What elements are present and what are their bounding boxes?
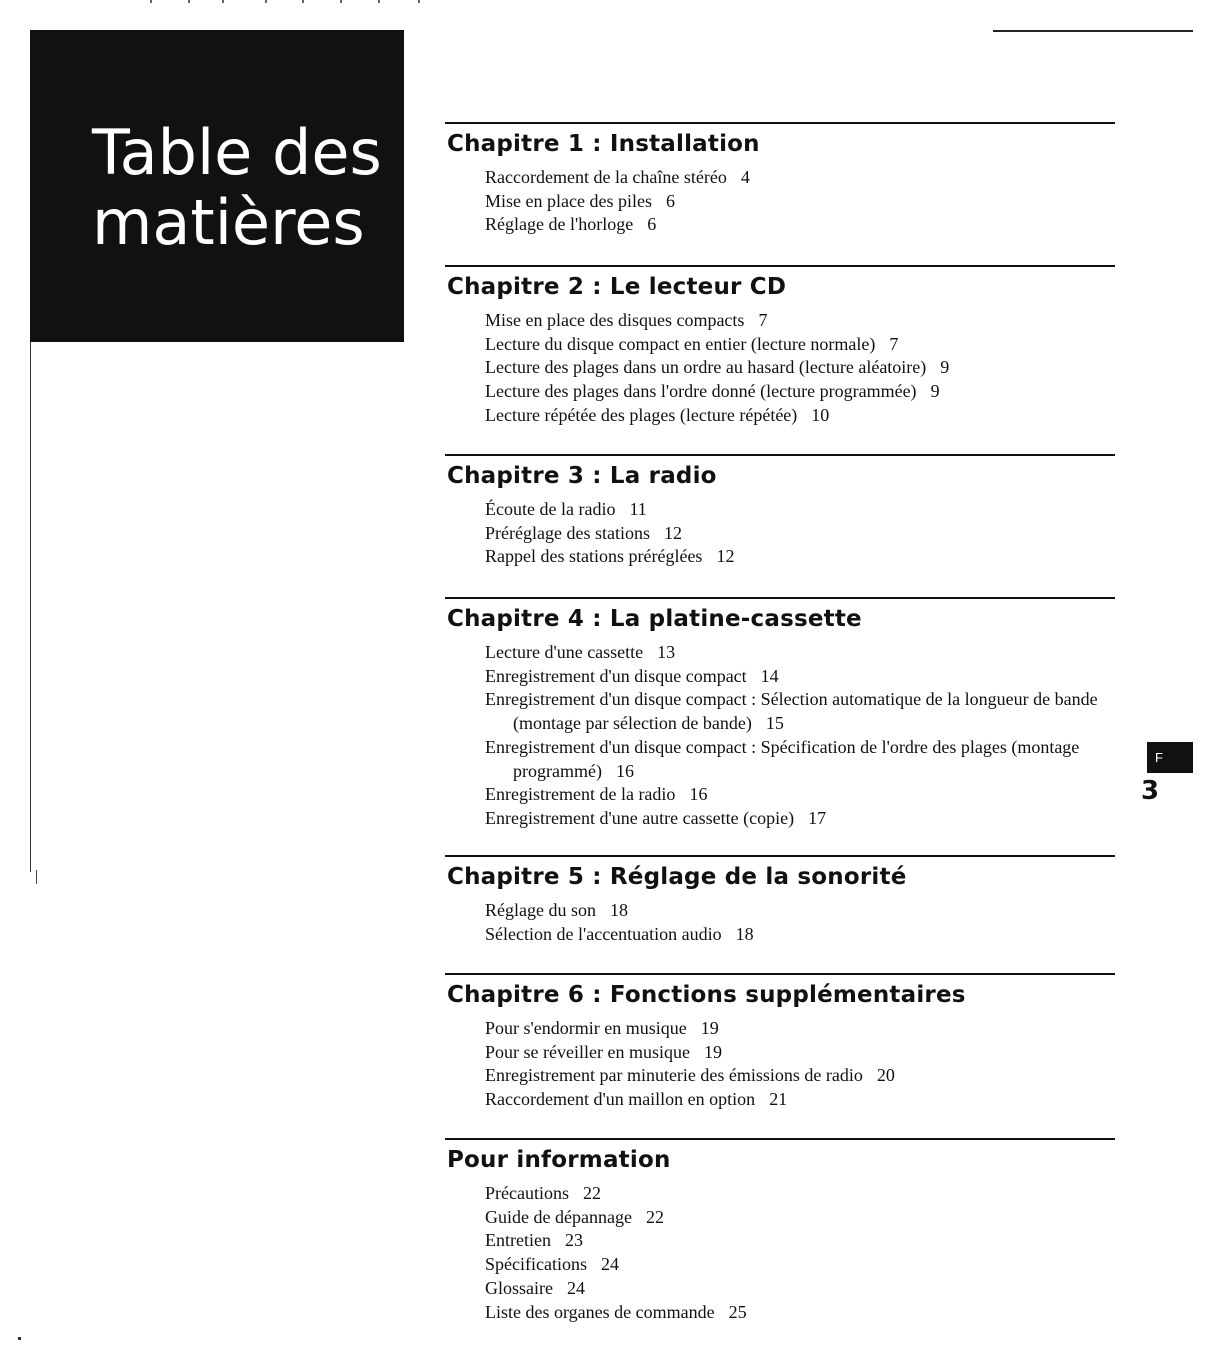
page-number: 16 bbox=[689, 784, 708, 805]
page-number: 25 bbox=[728, 1301, 747, 1322]
page-number: 17 bbox=[808, 807, 827, 828]
toc-entry[interactable]: Mise en place des disques compacts 7 bbox=[485, 310, 768, 330]
section-rule bbox=[445, 855, 1115, 857]
page-number: 23 bbox=[564, 1230, 583, 1251]
page-number-marker: 3 bbox=[1141, 776, 1160, 806]
entry-list bbox=[485, 498, 1115, 569]
toc-entry[interactable]: Lecture des plages dans l'ordre donné (lecture programmée) 9 bbox=[485, 381, 940, 402]
toc-entry[interactable]: Guide de dépannage 22 bbox=[485, 1206, 664, 1227]
page-number: 7 bbox=[889, 333, 899, 354]
corner-mark bbox=[18, 1337, 21, 1340]
toc-entry[interactable]: Lecture répétée des plages (lecture répétée) 10 bbox=[485, 404, 830, 425]
page-number: 16 bbox=[615, 760, 634, 781]
section-heading: Chapitre 4 : La platine-cassette bbox=[447, 606, 862, 632]
page-number: 10 bbox=[811, 404, 830, 425]
section-rule bbox=[445, 122, 1115, 124]
toc-entry[interactable]: Enregistrement par minuterie des émissions de radio 20 bbox=[485, 1065, 895, 1086]
entry-list bbox=[485, 1182, 1115, 1324]
toc-entry[interactable]: Entretien 23 bbox=[485, 1230, 583, 1251]
toc-section-chapter-5 bbox=[445, 855, 1115, 946]
toc-entry[interactable]: Spécifications 24 bbox=[485, 1254, 619, 1275]
toc-entry[interactable]: Sélection de l'accentuation audio 18 bbox=[485, 923, 754, 944]
toc-entry[interactable]: Rappel des stations préréglées 12 bbox=[485, 546, 735, 567]
scan-marks bbox=[150, 0, 440, 4]
toc-entry[interactable]: Lecture d'une cassette 13 bbox=[485, 642, 676, 662]
toc-section-chapter-3 bbox=[445, 454, 1115, 569]
page-number: 15 bbox=[765, 713, 784, 734]
page-number: 19 bbox=[703, 1041, 722, 1062]
page-number: 9 bbox=[940, 357, 950, 378]
toc-section-chapter-1 bbox=[445, 122, 1115, 237]
toc-entry[interactable]: Glossaire 24 bbox=[485, 1277, 585, 1298]
section-heading: Chapitre 6 : Fonctions supplémentaires bbox=[447, 982, 966, 1008]
toc-entry[interactable]: Mise en place des piles 6 bbox=[485, 190, 675, 211]
page-number: 6 bbox=[647, 214, 657, 235]
page-number: 19 bbox=[700, 1018, 719, 1038]
language-tab: F bbox=[1147, 742, 1193, 773]
section-rule bbox=[445, 265, 1115, 267]
section-heading: Chapitre 1 : Installation bbox=[447, 131, 760, 157]
toc-entry[interactable]: Enregistrement d'un disque compact : Spécification de l'ordre des plages (montage programmé) 16 bbox=[485, 736, 1080, 781]
entry-list bbox=[485, 641, 1115, 831]
toc-section-chapter-6 bbox=[445, 973, 1115, 1112]
toc-entry[interactable]: Écoute de la radio 11 bbox=[485, 499, 647, 519]
page-number: 18 bbox=[735, 923, 754, 944]
entry-list bbox=[485, 166, 1115, 237]
page-number: 4 bbox=[740, 167, 750, 187]
toc-entry[interactable]: Pour se réveiller en musique 19 bbox=[485, 1041, 722, 1062]
toc-entry[interactable]: Raccordement d'un maillon en option 21 bbox=[485, 1089, 788, 1110]
toc-entry[interactable]: Enregistrement d'un disque compact 14 bbox=[485, 665, 779, 686]
toc-entry[interactable]: Liste des organes de commande 25 bbox=[485, 1301, 747, 1322]
toc-entry[interactable]: Raccordement de la chaîne stéréo 4 bbox=[485, 167, 750, 187]
section-rule bbox=[445, 1138, 1115, 1140]
entry-list bbox=[485, 309, 1115, 428]
page-number: 24 bbox=[600, 1254, 619, 1275]
section-rule bbox=[445, 973, 1115, 975]
page-number: 9 bbox=[930, 381, 940, 402]
entry-list bbox=[485, 899, 1115, 946]
left-margin-mark bbox=[36, 870, 37, 884]
left-margin-rule bbox=[30, 342, 31, 872]
toc-entry[interactable]: Réglage du son 18 bbox=[485, 900, 628, 920]
toc-entry[interactable]: Enregistrement de la radio 16 bbox=[485, 784, 708, 805]
page-number: 7 bbox=[758, 310, 768, 330]
section-rule bbox=[445, 454, 1115, 456]
section-heading: Pour information bbox=[447, 1147, 671, 1173]
title-block bbox=[30, 30, 404, 342]
section-heading: Chapitre 2 : Le lecteur CD bbox=[447, 274, 787, 300]
page-number: 21 bbox=[769, 1089, 788, 1110]
toc-section-chapter-4 bbox=[445, 597, 1115, 831]
title-line-2: matières bbox=[92, 186, 365, 259]
toc-entry[interactable]: Réglage de l'horloge 6 bbox=[485, 214, 657, 235]
toc-entry[interactable]: Lecture des plages dans un ordre au hasard (lecture aléatoire) 9 bbox=[485, 357, 950, 378]
toc-entry[interactable]: Précautions 22 bbox=[485, 1183, 601, 1203]
toc-entry[interactable]: Enregistrement d'un disque compact : Sélection automatique de la longueur de bande (montage par sélection de bande) 15 bbox=[485, 689, 1098, 734]
toc-entry[interactable]: Pour s'endormir en musique 19 bbox=[485, 1018, 719, 1038]
page-number: 22 bbox=[582, 1183, 601, 1203]
toc-section-chapter-2 bbox=[445, 265, 1115, 428]
page-number: 24 bbox=[566, 1277, 585, 1298]
page-number: 18 bbox=[609, 900, 628, 920]
page-number: 20 bbox=[876, 1065, 895, 1086]
title-line-1: Table des bbox=[92, 116, 382, 189]
page-number: 22 bbox=[645, 1206, 664, 1227]
toc-entry[interactable]: Enregistrement d'une autre cassette (copie) 17 bbox=[485, 807, 827, 828]
page-number: 13 bbox=[657, 642, 676, 662]
entry-list bbox=[485, 1017, 1115, 1112]
top-right-rule bbox=[993, 30, 1193, 32]
section-heading: Chapitre 5 : Réglage de la sonorité bbox=[447, 864, 907, 890]
page-number: 14 bbox=[760, 665, 779, 686]
page-number: 11 bbox=[629, 499, 647, 519]
section-rule bbox=[445, 597, 1115, 599]
toc-entry[interactable]: Lecture du disque compact en entier (lecture normale) 7 bbox=[485, 333, 899, 354]
section-heading: Chapitre 3 : La radio bbox=[447, 463, 717, 489]
toc-entry[interactable]: Préréglage des stations 12 bbox=[485, 522, 682, 543]
toc-section-pour-information bbox=[445, 1138, 1115, 1324]
page-number: 12 bbox=[663, 522, 682, 543]
page-number: 6 bbox=[665, 190, 675, 211]
page-number: 12 bbox=[716, 546, 735, 567]
